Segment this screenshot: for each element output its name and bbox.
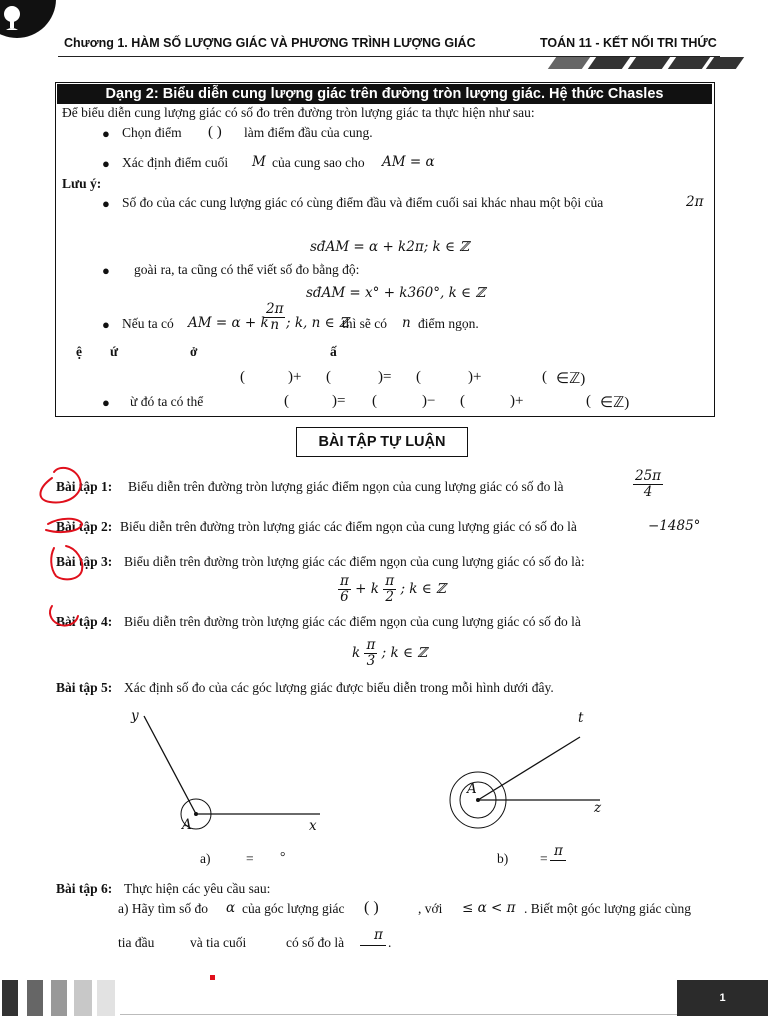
- bullet-icon: ●: [102, 395, 110, 410]
- bullet-icon: ●: [102, 317, 110, 332]
- exercise6a-text-c: , với: [418, 901, 443, 916]
- chasles1-part: (: [542, 369, 547, 385]
- chasles-fragment: ệ: [76, 344, 82, 359]
- exercise3-formula: [338, 574, 446, 605]
- bullet1-text-a: Chọn điểm: [122, 125, 182, 140]
- exercise4-label: Bài tập 4:: [56, 614, 113, 629]
- theory-title: Dạng 2: Biểu diễn cung lượng giác trên đường tròn lượng giác. Hệ thức Chasles: [57, 84, 712, 104]
- exercise4-k: k: [352, 644, 361, 661]
- figure-b: [430, 700, 630, 850]
- note3-text-c: điểm ngọn.: [418, 316, 479, 331]
- footer-block: [97, 980, 115, 1016]
- chasles-bullet-text: ừ đó ta có thể: [130, 394, 204, 409]
- figure-b-label-A: A: [467, 781, 477, 797]
- chasles-fragment: ứ: [110, 344, 119, 359]
- exercise5-text: Xác định số đo của các góc lượng giác được biểu diễn trong mỗi hình dưới đây.: [124, 680, 554, 695]
- exercise4-formula: [352, 638, 427, 669]
- chasles1-part: (: [240, 369, 245, 385]
- note3-fraction: [264, 302, 285, 333]
- chasles2-part: (: [284, 393, 289, 409]
- bullet1-paren: ( ): [208, 124, 222, 140]
- exercise6a-text-a: a) Hãy tìm số đo: [118, 901, 208, 916]
- figure-a: [120, 700, 340, 850]
- note3-text-b: thì sẽ có: [342, 316, 387, 331]
- chasles1-part: (: [416, 369, 421, 385]
- bullet2-text-a: Xác định điểm cuối: [122, 155, 229, 170]
- formula-2: sđAM = x° + k360°, k ∈ ℤ: [306, 285, 486, 301]
- note3-formula-a: AM = α + k: [188, 315, 269, 331]
- exercise1-fraction: [633, 469, 663, 500]
- exercise6a-line2-a: tia đầu: [118, 935, 155, 950]
- figure-a-label-y: y: [131, 708, 139, 724]
- exercise3-tail: ; k ∈ ℤ: [400, 580, 446, 597]
- exercise6-label: Bài tập 6:: [56, 881, 113, 896]
- section-heading: BÀI TẬP TỰ LUẬN: [296, 427, 468, 457]
- figure-a-deg: °: [280, 849, 286, 864]
- header-chapter: Chương 1. HÀM SỐ LƯỢNG GIÁC VÀ PHƯƠNG TRÌNH LƯỢNG GIÁC: [64, 36, 476, 50]
- exercise2-label: Bài tập 2:: [56, 519, 113, 534]
- bullet1-text-b: làm điểm đầu của cung.: [244, 125, 373, 140]
- figure-b-label-z: z: [594, 800, 602, 816]
- bullet2-formula: AM = α: [382, 154, 435, 170]
- figure-b-caption: b): [497, 851, 509, 866]
- figure-b-pi: π: [554, 843, 563, 859]
- logo-tree-icon: [0, 0, 40, 40]
- note2-text: goài ra, ta cũng có thể viết số đo bằng độ:: [134, 262, 360, 277]
- figure-b-eq: =: [540, 851, 548, 866]
- exercise6-text: Thực hiện các yêu cầu sau:: [124, 881, 271, 896]
- exercise6a-period: .: [388, 935, 392, 950]
- chasles1-part: ∈ℤ): [556, 371, 586, 387]
- figure-b-label-t: t: [578, 710, 584, 726]
- note3-frac-num: 2π: [266, 301, 284, 317]
- chasles2-part: )−: [422, 393, 436, 409]
- exercise3-label: Bài tập 3:: [56, 554, 113, 569]
- note3-formula-b: ; k, n ∈ ℤ: [286, 315, 349, 331]
- exercise6a-alpha: α: [226, 900, 236, 916]
- footer-line: [120, 1014, 768, 1015]
- exercise6a-fraction-bar: [360, 945, 386, 946]
- exercise3-mid: + k: [355, 580, 379, 597]
- exercise4-den: 3: [366, 652, 376, 669]
- exercise3-f1-den: 6: [340, 588, 349, 605]
- formula-1: sđAM = α + k2π; k ∈ ℤ: [310, 239, 470, 255]
- exercise1-frac-num: 25π: [635, 468, 662, 484]
- chasles2-part: (: [372, 393, 377, 409]
- figure-a-eq: =: [246, 851, 254, 866]
- exercise2-value: −1485°: [648, 518, 701, 534]
- figure-b-fraction-bar: [550, 860, 566, 861]
- bullet2-M: M: [252, 154, 266, 170]
- exercise3-f2-den: 2: [385, 588, 394, 605]
- theory-intro: Để biểu diễn cung lượng giác có số đo trên đường tròn lượng giác ta thực hiện như sau:: [62, 105, 535, 120]
- annotation-dot: [210, 975, 215, 980]
- footer-block: [27, 980, 43, 1016]
- exercise4-tail: ; k ∈ ℤ: [381, 644, 428, 661]
- exercise3-f1-num: π: [340, 573, 349, 589]
- bullet-icon: ●: [102, 126, 110, 141]
- chasles1-part: )=: [378, 369, 392, 385]
- figure-a-label-x: x: [309, 818, 317, 834]
- chasles2-part: )+: [510, 393, 524, 409]
- header-book: TOÁN 11 - KẾT NỐI TRI THỨC: [540, 36, 717, 50]
- footer-block: [2, 980, 18, 1016]
- exercise6a-text-b: của góc lượng giác: [242, 901, 345, 916]
- exercise3-text: Biểu diễn trên đường tròn lượng giác các điểm ngọn của cung lượng giác có số đo là:: [124, 554, 585, 569]
- note3-text-a: Nếu ta có: [122, 316, 174, 331]
- chasles1-part: )+: [288, 369, 302, 385]
- exercise5-label: Bài tập 5:: [56, 680, 113, 695]
- exercise6a-condition: ≤ α < π: [462, 900, 516, 916]
- chasles2-part: (: [586, 393, 591, 409]
- footer-block: [51, 980, 67, 1016]
- chasles1-part: )+: [468, 369, 482, 385]
- note3-n: n: [402, 315, 411, 331]
- bullet-icon: ●: [102, 263, 110, 278]
- exercise6a-text-d: . Biết một góc lượng giác cùng: [524, 901, 692, 916]
- chasles2-part: )=: [332, 393, 346, 409]
- chasles1-part: (: [326, 369, 331, 385]
- exercise2-text: Biểu diễn trên đường tròn lượng giác các điểm ngọn của cung lượng giác có số đo là: [120, 519, 577, 534]
- chasles-fragment: ấ: [330, 344, 337, 359]
- exercise1-text: Biểu diễn trên đường tròn lượng giác điểm ngọn của cung lượng giác có số đo là: [128, 479, 564, 494]
- bullet-icon: ●: [102, 196, 110, 211]
- note-label: Lưu ý:: [62, 176, 102, 191]
- exercise6a-paren: ( ): [364, 899, 379, 916]
- chasles2-part: ∈ℤ): [600, 395, 630, 411]
- footer-block: [74, 980, 92, 1016]
- exercise3-f2-num: π: [385, 573, 395, 589]
- exercise1-frac-den: 4: [643, 483, 653, 500]
- bullet2-text-b: của cung sao cho: [272, 155, 365, 170]
- exercise1-label: Bài tập 1:: [56, 479, 113, 494]
- figure-a-label-A: A: [182, 817, 192, 833]
- chasles2-part: (: [460, 393, 465, 409]
- exercise4-text: Biểu diễn trên đường tròn lượng giác các điểm ngọn của cung lượng giác có số đo là: [124, 614, 581, 629]
- chasles-fragment: ở: [190, 344, 198, 359]
- page-number: 1: [677, 980, 768, 1016]
- note1-text: Số đo của các cung lượng giác có cùng điểm đầu và điểm cuối sai khác nhau một bội của: [122, 195, 604, 210]
- exercise6a-line2-c: có số đo là: [286, 935, 345, 950]
- figure-a-caption: a): [200, 851, 211, 866]
- bullet-icon: ●: [102, 156, 110, 171]
- note3-frac-den: n: [270, 316, 280, 333]
- note1-2pi: 2π: [686, 194, 704, 210]
- exercise4-num: π: [366, 637, 376, 653]
- exercise6a-frac-num: π: [374, 927, 383, 943]
- exercise6a-line2-b: và tia cuối: [190, 935, 247, 950]
